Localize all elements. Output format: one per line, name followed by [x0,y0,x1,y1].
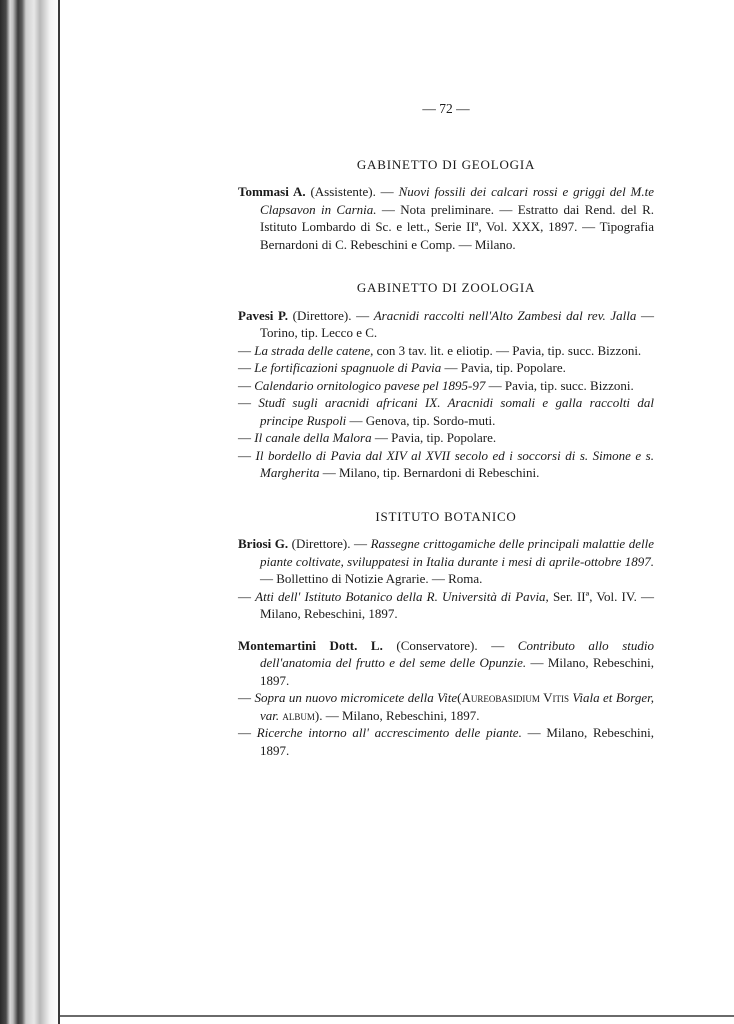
author-name: Pavesi P. [238,307,289,323]
list-item: — La strada delle catene, con 3 tav. lit. e eliotip. — Pavia, tip. succ. Bizzoni. [238,342,642,358]
entry-montemartini [238,637,654,760]
author-role: (Direttore). — [292,307,374,323]
list-item: — Atti dell' Istituto Botanico della R. Università di Pavia, Ser. IIª, Vol. IV. — Milano, Rebeschini, 1897. [238,588,654,621]
work-title: Rassegne crittogamiche delle principali malattie delle piante coltivate, sviluppatesi in Italia durante i mesi di aprile-ottobre 1897. [260,536,654,569]
author-role: (Direttore). — [291,536,371,551]
section-heading-zoologia: GABINETTO DI ZOOLOGIA [356,280,536,295]
publication-details: — Torino, tip. Lecco e C. [260,307,655,340]
page-content [238,100,654,773]
author-role: (Assistente). — [310,184,399,199]
author-name: Montemartini Dott. L. [238,637,383,653]
list-item: — Sopra un nuovo micromicete della Vite(Aureobasidium Vitis Viala et Borger, var. album). — Milano, Rebeschini, 1897. [238,690,655,723]
publication-details: — Bollettino di Notizie Agrarie. — Roma. [260,571,483,586]
publication-details: — Milano, Rebeschini, 1897. [260,655,654,688]
list-item: — Il bordello di Pavia dal XIV al XVII secolo ed i soccorsi di s. Simone e s. Margherita — Milano, tip. Bernardoni di Rebeschini. [238,447,654,480]
section-heading-geologia: GABINETTO DI GEOLOGIA [356,156,536,172]
work-title: Aracnidi raccolti nell'Alto Zambesi dal rev. Jalla [373,307,637,323]
section-heading-botanico: ISTITUTO BOTANICO [375,508,517,524]
list-item: — Il canale della Malora — Pavia, tip. Popolare. [238,430,497,445]
work-title: Nuovi fossili dei calcari rossi e griggi del M.te Clapsavon in Carnia. [260,184,655,217]
book-binding-edge [0,0,60,1024]
author-name: Briosi G. [238,536,289,551]
work-title: Contributo allo studio dell'anatomia del frutto e del seme delle Opunzie. [260,637,655,670]
author-role: (Conservatore). — [396,637,518,653]
entry-briosi [238,535,654,623]
entry-tommasi [238,183,654,253]
list-item: — Ricerche intorno all' accrescimento delle piante. — Milano, Rebeschini, 1897. [238,725,654,758]
author-name: Tommasi A. [238,184,306,199]
entry-pavesi [238,307,654,482]
publication-details: — Nota preliminare. — Estratto dai Rend. del R. Istituto Lombardo di Sc. e lett., Serie IIª, Vol. XXX, 1897. — Tipografia Bernardoni di C. Rebeschini e Comp. — Milano. [260,201,654,252]
list-item: — Calendario ornitologico pavese pel 1895-97 — Pavia, tip. succ. Bizzoni. [238,377,634,393]
binding-shadow-line [58,0,60,1024]
page-number: — 72 — [422,101,470,116]
page-bottom-edge [60,1015,734,1017]
list-item: — Le fortificazioni spagnuole di Pavia — Pavia, tip. Popolare. [238,360,566,375]
list-item: — Studî sugli aracnidi africani IX. Aracnidi somali e galla raccolti dal principe Ruspoli — Genova, tip. Sordo-muti. [238,395,654,428]
